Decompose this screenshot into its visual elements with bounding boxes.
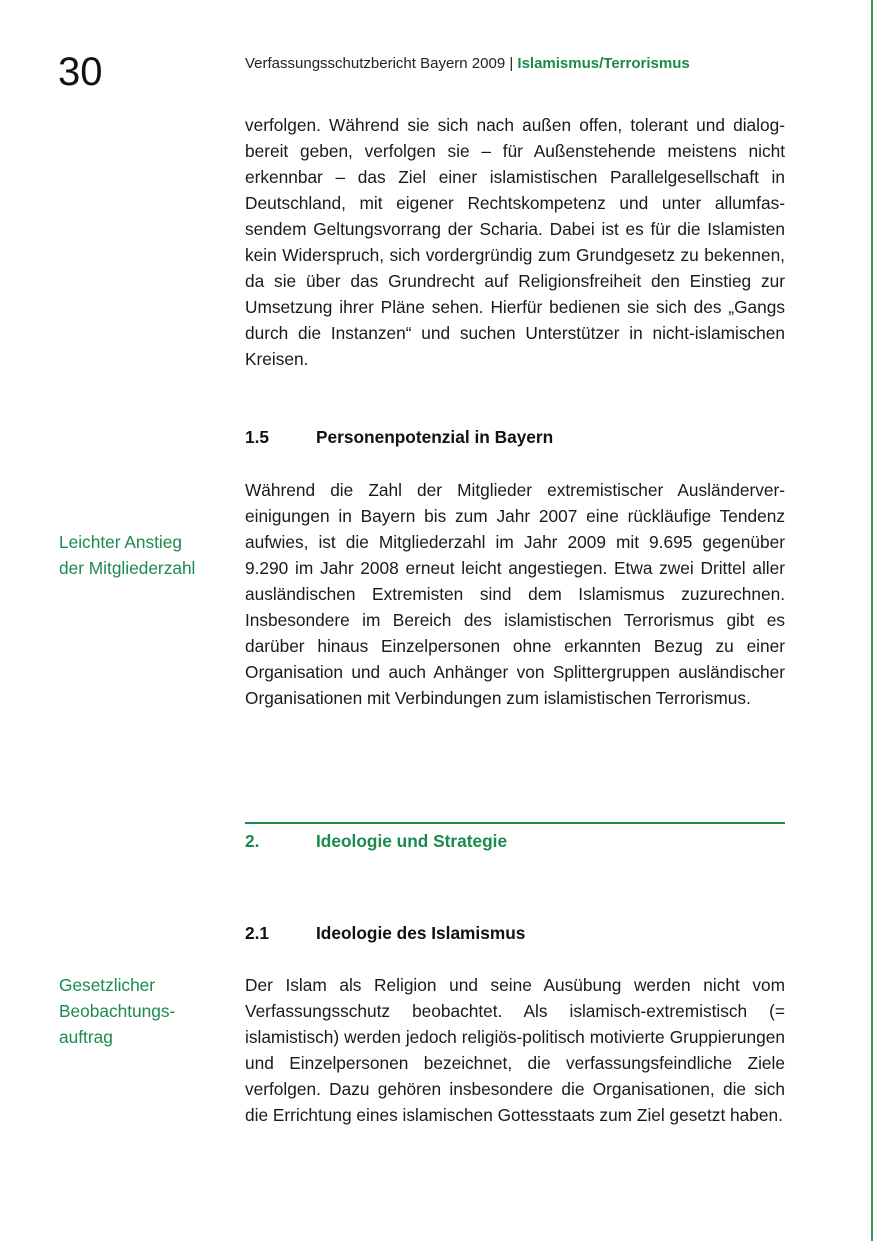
section-divider-rule: [245, 822, 785, 824]
marginal-note-beobachtung: [59, 972, 229, 1050]
marginal-note-line: Gesetzlicher: [59, 975, 156, 995]
heading-1-5-title: Personenpotenzial in Bayern: [316, 427, 554, 447]
header-separator: |: [509, 55, 514, 72]
marginal-note-line: Beobachtungs-: [59, 1001, 176, 1021]
page-number: 30: [58, 50, 103, 94]
page-edge-line: [871, 0, 873, 1241]
heading-2-1-title: Ideologie des Islamismus: [316, 923, 526, 943]
section-title: Islamismus/Terrorismus: [517, 55, 690, 72]
marginal-note-mitglieder: [59, 529, 229, 581]
heading-2-1: [245, 921, 785, 945]
paragraph-1-5: Während die Zahl der Mitglieder extremistischer Ausländervereinigungen in Bayern bis zum Jahr 2007 eine rückläufige Tendenz aufwies, ist die Mitgliederzahl im Jahr 2009 mit 9.695 gegenüber 9.290 im Jahr 2008 erneut leicht angestiegen. Etwa zwei Drittel aller ausländischen Extremisten sind dem Islamismus zuzurechnen. Insbesondere im Bereich des islamistischen Terrorismus gibt es darüber hinaus Einzelpersonen ohne erkannten Bezug zu einer Organisation und auch Anhänger von Splittergruppen ausländischer Organisationen mit Verbindungen zum islamistischen Terrorismus.: [245, 480, 785, 708]
marginal-note-line: Leichter Anstieg: [59, 532, 182, 552]
heading-1-5-number: 1.5: [245, 427, 270, 447]
paragraph-2-1: Der Islam als Religion und seine Ausübung werden nicht vom Verfassungsschutz beobachtet. Als islamisch-extremistisch (= islamistisch) werden jedoch religiös-politisch motivierte Gruppierungen und Einzelpersonen bezeichnet, die verfassungsfeindliche Ziele verfolgen. Dazu gehören insbesondere die Organisationen, die sich die Errichtung eines islamischen Gottesstaats zum Ziel gesetzt haben.: [245, 975, 785, 1125]
heading-2-number: 2.: [245, 831, 260, 851]
marginal-note-line: der Mitgliederzahl: [59, 558, 196, 578]
marginal-note-line: auftrag: [59, 1027, 113, 1047]
heading-2-1-number: 2.1: [245, 923, 270, 943]
running-head: [245, 55, 690, 73]
heading-2-title: Ideologie und Strategie: [316, 831, 508, 851]
report-title: Verfassungsschutzbericht Bayern 2009: [245, 55, 506, 72]
intro-paragraph: verfolgen. Während sie sich nach außen offen, tolerant und dialogbereit geben, verfolgen sie – für Außenstehende meistens nicht erkennbar – das Ziel einer islamistischen Parallelgesellschaft in Deutschland, mit eigener Rechtskompetenz und unter allumfassendem Geltungsvorrang der Scharia. Dabei ist es für die Islamisten kein Widerspruch, sich vordergründig zum Grundgesetz zu bekennen, da sie über das Grundrecht auf Religionsfreiheit den Einstieg zur Umsetzung ihrer Pläne sehen. Hierfür bedienen sie sich des „Gangs durch die Instanzen“ und suchen Unterstützer in nicht-islamischen Kreisen.: [245, 115, 785, 369]
heading-1-5: [245, 425, 785, 449]
heading-2: [245, 829, 785, 853]
